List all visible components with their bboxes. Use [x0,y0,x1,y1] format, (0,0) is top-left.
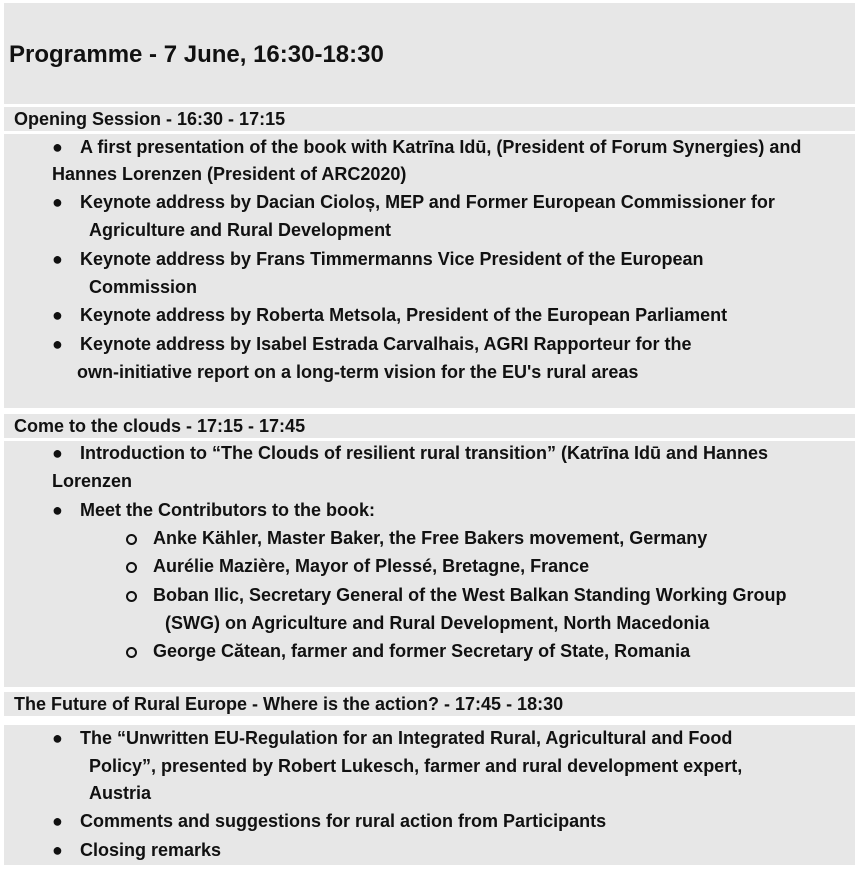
list-subitem-line: Aurélie Mazière, Mayor of Plessé, Bretagne, France [153,556,590,576]
bullet-icon: ● [52,443,63,463]
list-item-line: Introduction to “The Clouds of resilient rural transition” (Katrīna Idū and Hannes [80,443,769,463]
list-item-line: The “Unwritten EU-Regulation for an Integrated Rural, Agricultural and Food [80,728,733,748]
section-body-opening [4,134,855,408]
list-item-line: Agriculture and Rural Development [89,220,392,240]
circle-bullet-icon [126,534,137,545]
title-block [4,3,855,104]
list-item-line: Meet the Contributors to the book: [80,500,375,520]
bullet-icon: ● [52,192,63,212]
list-subitem-line: Anke Kähler, Master Baker, the Free Bakers movement, Germany [153,528,708,548]
bullet-icon: ● [52,840,63,860]
list-item-line: Keynote address by Frans Timmermanns Vice President of the European [80,249,704,269]
circle-bullet-icon [126,562,137,573]
list-subitem-line: Boban Ilic, Secretary General of the West Balkan Standing Working Group [153,585,787,605]
section-heading-future: The Future of Rural Europe - Where is the action? - 17:45 - 18:30 [4,692,855,716]
list-item-line: Policy”, presented by Robert Lukesch, farmer and rural development expert, [89,756,743,776]
bullet-icon: ● [52,249,63,269]
list-item-line: Closing remarks [80,840,222,860]
list-item-line: Commission [89,277,198,297]
list-subitem-line: (SWG) on Agriculture and Rural Development, North Macedonia [165,613,710,633]
section-heading-clouds: Come to the clouds - 17:15 - 17:45 [4,414,855,438]
section-body-clouds [4,441,855,687]
bullet-icon: ● [52,728,63,748]
list-item-line: A first presentation of the book with Katrīna Idū, (President of Forum Synergies) and [80,137,802,157]
list-item-line: Hannes Lorenzen (President of ARC2020) [52,164,407,184]
list-item-line: Austria [89,783,152,803]
section-heading-opening: Opening Session - 16:30 - 17:15 [4,107,855,131]
section-body-future [4,725,855,865]
circle-bullet-icon [126,591,137,602]
circle-bullet-icon [126,647,137,658]
bullet-icon: ● [52,305,63,325]
list-item-line: Lorenzen [52,471,133,491]
list-subitem-line: George Cătean, farmer and former Secretary of State, Romania [153,641,691,661]
list-item-line: own-initiative report on a long-term vision for the EU's rural areas [77,362,639,382]
list-item-line: Keynote address by Isabel Estrada Carvalhais, AGRI Rapporteur for the [80,334,692,354]
page-title: Programme - 7 June, 16:30-18:30 [9,41,384,68]
list-item-line: Keynote address by Dacian Cioloș, MEP and Former European Commissioner for [80,192,775,212]
bullet-icon: ● [52,811,63,831]
bullet-icon: ● [52,137,63,157]
list-item-line: Comments and suggestions for rural action from Participants [80,811,607,831]
bullet-icon: ● [52,334,63,354]
list-item-line: Keynote address by Roberta Metsola, President of the European Parliament [80,305,728,325]
bullet-icon: ● [52,500,63,520]
